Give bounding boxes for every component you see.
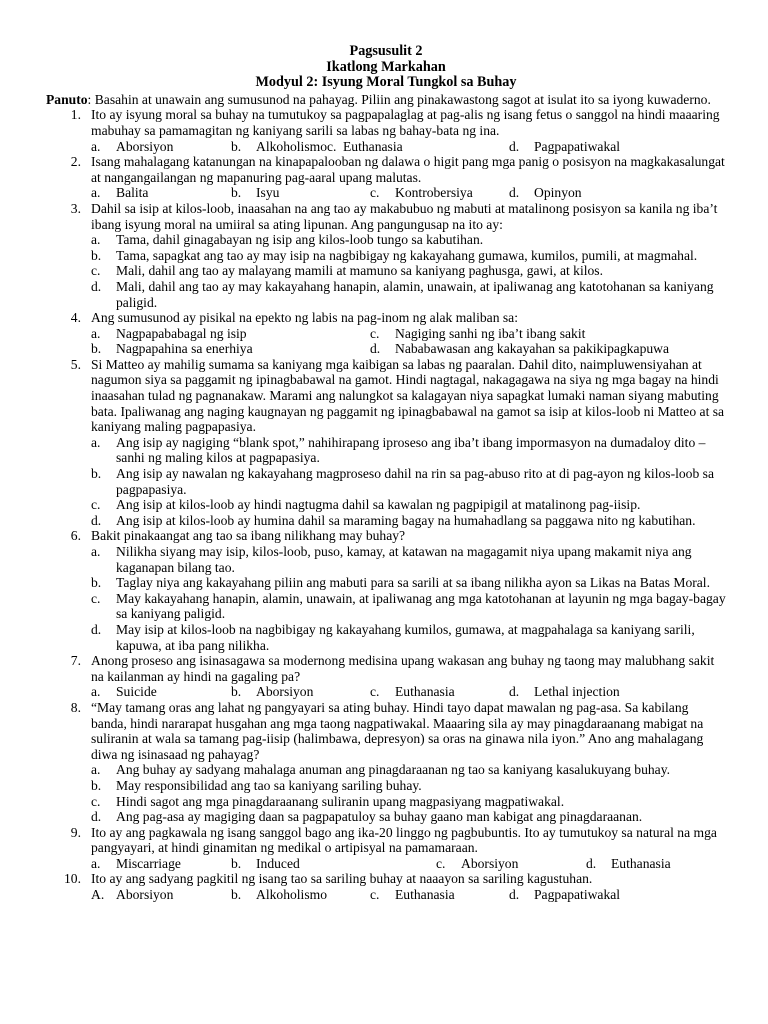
option-d[interactable]: [586, 856, 671, 872]
option-a[interactable]: [46, 762, 726, 778]
option-text: Mali, dahil ang tao ay malayang mamili at mamuno sa kaniyang paghusga, gawi, at kilos.: [116, 263, 603, 279]
option-a[interactable]: [91, 684, 231, 700]
option-text: Euthanasia: [395, 684, 455, 700]
options-row: [46, 684, 726, 700]
module-title: Modyul 2: Isyung Moral Tungkol sa Buhay: [255, 74, 517, 91]
question-number: 5.: [70, 356, 81, 372]
question-text: Si Matteo ay mahilig sumama sa kaniyang mga kaibigan sa labas ng paaralan. Dahil dito, naimpluwensiyahan at nagumon siya sa paggamit ng ipinagbabawal na gamot. Hindi nagtagal, nakagagawa na siya ng mga bagay na hindi inaasahan tulad ng pagnanakaw. Marami ang nalungkot sa kalagayan niya sapagkat lumaki naman siyang mabuting bata. Ipaliwanag ang naging kaugnayan ng paggamit ng ipinagbabawal na gamot sa isip at kilos-loob ni Matteo at sa kaniyang maling pagpapasiya.: [91, 356, 725, 435]
option-b[interactable]: [231, 139, 327, 155]
option-text: May isip at kilos-loob na nagbibigay ng kakayahang kumilos, gumawa, at magpahalaga sa kaniyang sarili, kapuwa, at iba pang nilikha.: [116, 621, 695, 653]
option-text: Ang isip ay nagiging “blank spot,” nahihirapang iproseso ang iba’t ibang impormasyon na dumadaloy dito – sanhi ng maling kilos at pagpapasiya.: [116, 434, 706, 466]
option-text: Ang isip at kilos-loob ay hindi nagtugma dahil sa kawalan ng pagpipigil at matalinong pag-iisip.: [116, 497, 641, 513]
option-text: Hindi sagot ang mga pinagdaraanang suliranin upang magpasiyang magpatiwakal.: [116, 793, 565, 809]
option-b[interactable]: [46, 778, 726, 794]
question-5: [46, 357, 726, 435]
option-a[interactable]: [46, 435, 726, 466]
option-c[interactable]: [46, 591, 726, 622]
option-letter: d.: [91, 512, 102, 528]
option-letter: b.: [231, 185, 242, 201]
option-a[interactable]: [91, 887, 231, 903]
question-text: Isang mahalagang katanungan na kinapapalooban ng dalawa o higit pang mga panig o posisyon na magkakasalungat at nangangailangan ng mapanuring pag-aaral upang malutas.: [91, 154, 725, 185]
question-number: 1.: [70, 107, 81, 123]
option-a[interactable]: [46, 544, 726, 575]
option-a[interactable]: [46, 232, 726, 248]
option-text: Induced: [256, 855, 300, 871]
option-text: Taglay niya ang kakayahang piliin ang mabuti para sa sarili at sa ibang nilikha ayon sa Likas na Batas Moral.: [116, 575, 710, 591]
option-letter: c.: [436, 855, 446, 871]
option-c[interactable]: [370, 887, 509, 903]
option-text: Balita: [116, 185, 149, 201]
option-b[interactable]: [46, 248, 726, 264]
quiz-page: [46, 44, 726, 903]
option-text: Nilikha siyang may isip, kilos-loob, puso, kamay, at katawan na magagamit niya upang makamit niya ang kaganapan bilang tao.: [116, 544, 692, 575]
option-text: Alkoholismo: [256, 138, 327, 154]
option-b[interactable]: [46, 466, 726, 497]
option-text: Nagpapababagal ng isip: [116, 325, 247, 341]
option-text: Isyu: [256, 185, 280, 201]
question-4: [46, 310, 726, 326]
option-letter: a.: [91, 762, 101, 778]
option-c[interactable]: [46, 794, 726, 810]
option-letter: a.: [91, 232, 101, 248]
option-letter: b.: [231, 684, 242, 700]
instructions-text: : Basahin at unawain ang sumusunod na pahayag. Piliin ang pinakawastong sagot at isulat ito sa iyong kuwaderno.: [87, 91, 711, 107]
option-text: Pagpapatiwakal: [534, 138, 621, 154]
option-text: Nagiging sanhi ng iba’t ibang sakit: [395, 325, 586, 341]
question-text: Ito ay isyung moral sa buhay na tumutukoy sa pagpapalaglag at pag-alis ng isang fetus o sanggol na hindi maaaring mabuhay sa pamamagitan ng kaniyang sarili sa labas ng bahay-bata ng ina.: [91, 107, 720, 138]
option-letter: b.: [91, 466, 102, 482]
option-text: Aborsiyon: [116, 887, 174, 903]
question-text: Bakit pinakaangat ang tao sa ibang nilikhang may buhay?: [91, 528, 406, 544]
option-letter: c.: [370, 684, 380, 700]
option-text: Miscarriage: [116, 855, 181, 871]
option-d[interactable]: [46, 622, 726, 653]
question-10: [46, 871, 726, 887]
option-letter: d.: [509, 138, 520, 154]
option-letter: a.: [91, 325, 101, 341]
options-row: [46, 326, 726, 342]
option-d[interactable]: [46, 809, 726, 825]
option-text: Ang buhay ay sadyang mahalaga anuman ang pinagdaraanan ng tao sa kaniyang kasalukuyang buhay.: [116, 762, 671, 778]
option-text: Lethal injection: [534, 684, 620, 700]
option-letter: c.: [91, 793, 101, 809]
options-row: [46, 185, 726, 201]
question-text: Ang sumusunod ay pisikal na epekto ng labis na pag-inom ng alak maliban sa:: [91, 310, 518, 326]
option-letter: c.: [91, 263, 101, 279]
option-c[interactable]: [370, 326, 585, 342]
question-text: Anong proseso ang isinasagawa sa modernong medisina upang wakasan ang buhay ng taong may malubhang sakit na kailanman ay hindi na gagaling pa?: [91, 653, 715, 684]
question-text: Ito ay ang pagkawala ng isang sanggol bago ang ika-20 linggo ng pagbubuntis. Ito ay tumutukoy sa natural na mga pangyayari, at hindi ginamitan ng medikal o artipisyal na pamamaraan.: [91, 824, 717, 856]
options-row: [46, 139, 726, 155]
option-letter: d.: [509, 887, 520, 903]
option-c[interactable]: [370, 185, 509, 201]
option-text: Nagpapahina sa enerhiya: [116, 341, 253, 357]
question-7: [46, 653, 726, 684]
option-d[interactable]: [509, 887, 620, 903]
question-number: 6.: [70, 528, 81, 544]
option-text: Nababawasan ang kakayahan sa pakikipagkapuwa: [395, 341, 670, 357]
option-letter: a.: [91, 684, 101, 700]
option-letter: b.: [91, 341, 102, 357]
question-number: 3.: [70, 200, 81, 216]
question-2: [46, 154, 726, 185]
option-c[interactable]: [436, 856, 586, 872]
option-d[interactable]: [509, 185, 582, 201]
option-a[interactable]: [91, 139, 231, 155]
option-letter: d.: [509, 684, 520, 700]
option-letter: c.: [370, 185, 380, 201]
question-number: 7.: [70, 653, 81, 669]
option-text: Ang pag-asa ay magiging daan sa pagpapatuloy sa buhay gaano man kabigat ang pinagdaraanan.: [116, 809, 643, 825]
option-text: Alkoholismo: [256, 887, 327, 903]
option-letter: b.: [231, 887, 242, 903]
option-d[interactable]: [46, 279, 726, 310]
quarter-title: Ikatlong Markahan: [326, 58, 446, 75]
quiz-title: Pagsusulit 2: [349, 43, 423, 59]
option-b[interactable]: [46, 575, 726, 591]
option-text: Mali, dahil ang tao ay may kakayahang hanapin, alamin, unawain, at ipaliwanag ang katotohanan sa kaniyang paligid.: [116, 278, 714, 310]
option-letter: d.: [91, 621, 102, 637]
option-letter: a.: [91, 855, 101, 871]
option-letter: c.: [327, 138, 337, 154]
option-d[interactable]: [509, 684, 620, 700]
option-c[interactable]: [46, 263, 726, 279]
instructions: [46, 92, 726, 108]
option-letter: d.: [586, 855, 597, 871]
option-text: Ang isip ay nawalan ng kakayahang magproseso dahil na rin sa pag-abuso rito at di pag-ayon ng kilos-loob sa pagpapasiya.: [116, 466, 714, 497]
option-letter: b.: [91, 575, 102, 591]
option-letter: b.: [91, 777, 102, 793]
options-row: [46, 341, 726, 357]
option-a[interactable]: [91, 326, 370, 342]
option-text: Tama, sapagkat ang tao ay may isip na nagbibigay ng kakayahang gumawa, kumilos, pumili, at magmahal.: [116, 247, 698, 263]
option-letter: A.: [91, 887, 105, 903]
question-text: Dahil sa isip at kilos-loob, inaasahan na ang tao ay makabubuo ng mabuti at matalinong posisyon sa kanila ng iba’t ibang isyung moral na umiiral sa ating lipunan. Ang pangungusap na ito ay:: [91, 200, 718, 232]
option-a[interactable]: [91, 185, 231, 201]
question-text: “May tamang oras ang lahat ng pangyayari sa ating buhay. Hindi tayo dapat mawalan ng pag-asa. Sa kabilang banda, hindi nararapat husgahan ang mga taong nagpatiwakal. Maaaring sila ay may pinagdaraanang mabigat na suliranin at wala sa tamang pag-iisip (halimbawa, depresyon) sa oras na ginawa nila iyon.” Ano ang mahalagang diwa ng isinasaad ng pahayag?: [91, 699, 704, 762]
option-letter: b.: [91, 247, 102, 263]
question-number: 10.: [64, 871, 81, 887]
question-number: 8.: [70, 699, 81, 715]
question-number: 9.: [70, 824, 81, 840]
option-letter: c.: [370, 325, 380, 341]
option-b[interactable]: [231, 856, 436, 872]
option-text: May responsibilidad ang tao sa kaniyang sariling buhay.: [116, 777, 422, 793]
option-text: Aborsiyon: [116, 138, 174, 154]
question-text: Ito ay ang sadyang pagkitil ng isang tao sa sariling buhay at naaayon sa sariling kagustuhan.: [91, 871, 593, 887]
option-b[interactable]: [231, 887, 370, 903]
option-text: Aborsiyon: [461, 855, 519, 871]
option-letter: a.: [91, 434, 101, 450]
option-text: Euthanasia: [611, 855, 671, 871]
option-letter: d.: [509, 185, 520, 201]
option-text: Aborsiyon: [256, 684, 314, 700]
options-row: [46, 887, 726, 903]
question-number: 4.: [70, 310, 81, 326]
option-letter: d.: [91, 809, 102, 825]
option-letter: c.: [370, 887, 380, 903]
option-text: May kakayahang hanapin, alamin, unawain, at ipaliwanag ang mga katotohanan at layunin ng mga bagay-bagay sa kaniyang paligid.: [116, 590, 726, 622]
option-letter: a.: [91, 138, 101, 154]
option-text: Opinyon: [534, 185, 582, 201]
question-1: [46, 107, 726, 138]
option-letter: b.: [231, 138, 242, 154]
option-letter: b.: [231, 855, 242, 871]
option-text: Ang isip at kilos-loob ay humina dahil sa maraming bagay na humahadlang sa paggawa nito ng kabutihan.: [116, 512, 696, 528]
question-6: [46, 528, 726, 544]
option-letter: d.: [91, 278, 102, 294]
option-letter: c.: [91, 590, 101, 606]
option-text: Suicide: [116, 684, 157, 700]
option-letter: a.: [91, 544, 101, 559]
instructions-label: Panuto: [46, 91, 88, 107]
question-number: 2.: [70, 154, 81, 170]
option-letter: a.: [91, 185, 101, 201]
option-a[interactable]: [91, 856, 231, 872]
option-d[interactable]: [509, 139, 620, 155]
option-b[interactable]: [231, 185, 370, 201]
question-8: [46, 700, 726, 762]
option-text: Euthanasia: [343, 138, 403, 154]
option-text: Kontrobersiya: [395, 185, 473, 201]
option-c[interactable]: [46, 497, 726, 513]
option-d[interactable]: [46, 513, 726, 529]
option-text: Euthanasia: [395, 887, 455, 903]
options-row: [46, 856, 726, 872]
option-text: Pagpapatiwakal: [534, 887, 621, 903]
option-c[interactable]: [327, 139, 509, 155]
option-letter: c.: [91, 497, 101, 513]
option-text: Tama, dahil ginagabayan ng isip ang kilos-loob tungo sa kabutihan.: [116, 232, 484, 248]
question-3: [46, 201, 726, 232]
option-d[interactable]: [370, 341, 669, 357]
option-b[interactable]: [231, 684, 370, 700]
option-c[interactable]: [370, 684, 509, 700]
option-letter: d.: [370, 341, 381, 357]
question-9: [46, 825, 726, 856]
option-b[interactable]: [91, 341, 370, 357]
